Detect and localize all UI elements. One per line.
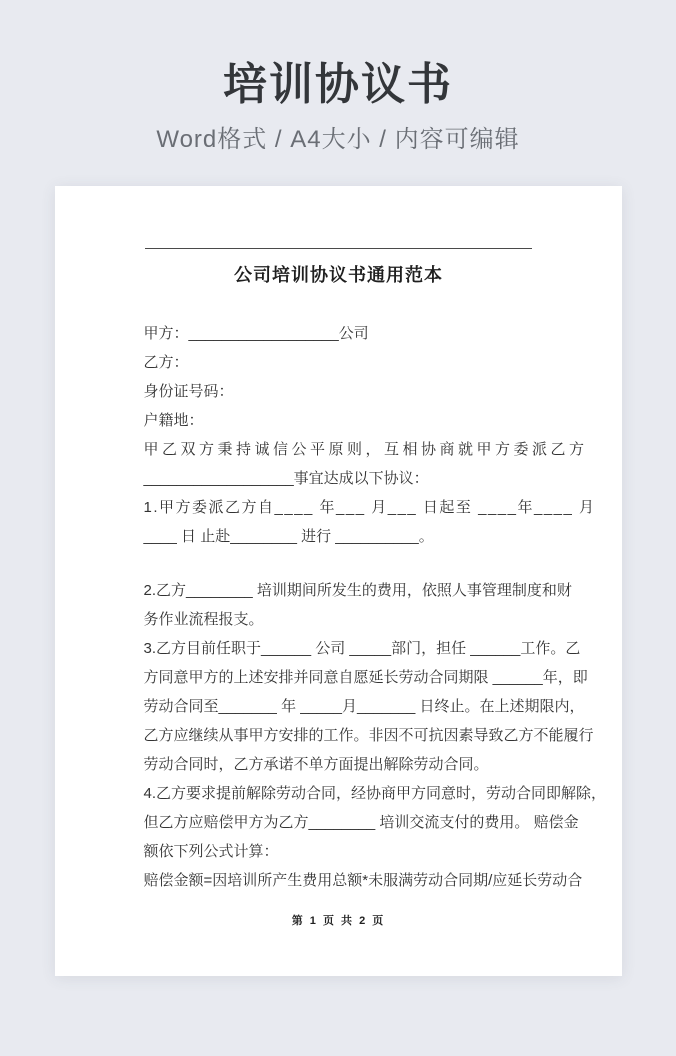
field-party-b: 乙方： [143, 354, 189, 371]
header [0, 0, 676, 154]
clause-2-line-2: 务作业流程报支。 [143, 611, 264, 628]
clause-3-line-5: 劳动合同时，乙方承诺不单方面提出解除劳动合同。 [143, 756, 489, 773]
page-number: 第 1 页 共 2 页 [291, 915, 386, 927]
document-title: 公司培训协议书通用范本 [234, 265, 443, 285]
a4-page-preview [55, 186, 622, 976]
clause-4-line-2: 但乙方应赔偿甲方为乙方________ 培训交流支付的费用。 赔偿金 [143, 814, 579, 831]
document-body [143, 319, 607, 895]
page-subtitle: Word格式 / A4大小 / 内容可编辑 [156, 125, 520, 153]
field-residence: 户籍地： [143, 412, 204, 429]
clause-4-line-3: 额依下列公式计算： [143, 843, 279, 860]
preamble-line-2: __________________事宜达成以下协议： [143, 470, 429, 487]
formula-line: 赔偿金额=因培训所产生费用总额*未服满劳动合同期/应延长劳动合 [143, 872, 583, 889]
header-rule [145, 248, 532, 249]
clause-1-line-1: 1.甲方委派乙方自____ 年___ 月___ 日起至 ____年____ 月 [143, 499, 596, 516]
preamble-line-1: 甲乙双方秉持诚信公平原则，互相协商就甲方委派乙方 [143, 441, 588, 458]
field-id-number: 身份证号码： [143, 383, 234, 400]
clause-3-line-1: 3.乙方目前任职于______ 公司 _____部门，担任 ______工作。乙 [143, 640, 581, 657]
clause-3-line-3: 劳动合同至_______ 年 _____月_______ 日终止。在上述期限内， [143, 698, 585, 715]
clause-1-line-2: ____ 日 止赴________ 进行 __________。 [143, 528, 434, 545]
clause-3-line-4: 乙方应继续从事甲方安排的工作。非因不可抗因素导致乙方不能履行 [143, 727, 594, 744]
field-party-a: 甲方：__________________公司 [143, 325, 369, 342]
clause-3-line-2: 方同意甲方的上述安排并同意自愿延长劳动合同期限 ______年，即 [143, 669, 588, 686]
clause-4-line-1: 4.乙方要求提前解除劳动合同，经协商甲方同意时，劳动合同即解除， [143, 785, 607, 802]
page-title: 培训协议书 [223, 60, 453, 109]
clause-2-line-1: 2.乙方________ 培训期间所发生的费用，依照人事管理制度和财 [143, 582, 572, 599]
